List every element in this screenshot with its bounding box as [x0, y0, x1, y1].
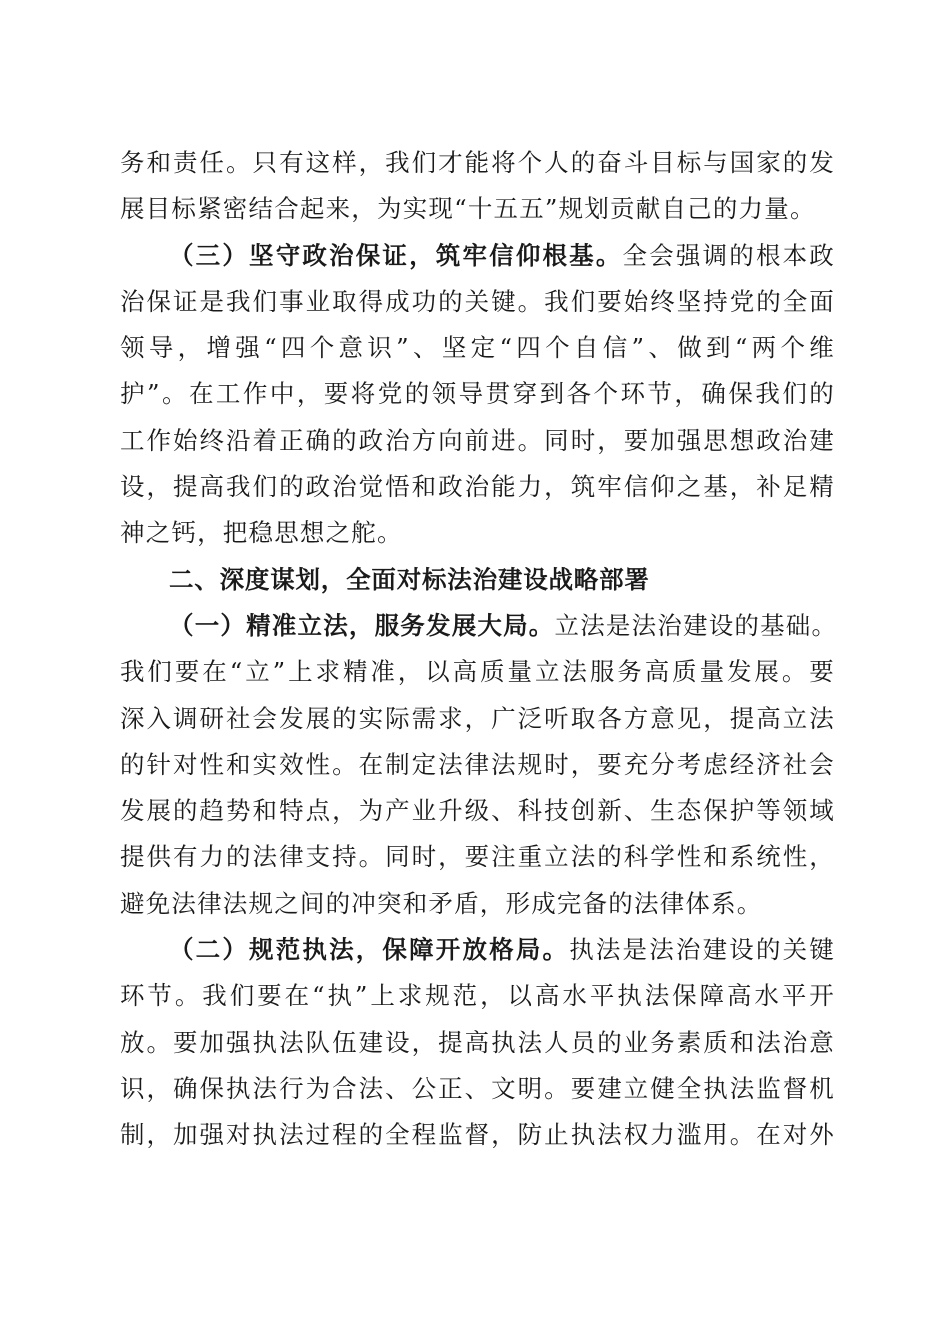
subheading-paragraph-line — [120, 603, 838, 649]
text-line: 领导，增强“四个意识”、坚定“四个自信”、做到“两个维 — [120, 333, 835, 363]
text-line: 环节。我们要在“执”上求规范，以高水平执法保障高水平开 — [120, 981, 835, 1011]
text-run: 全会强调的根本政 — [622, 240, 835, 270]
body-text — [120, 140, 838, 1159]
subheading-3: （三）坚守政治保证，筑牢信仰根基。 — [169, 240, 623, 270]
text-line: 放。要加强执法队伍建设，提高执法人员的业务素质和法治意 — [120, 1027, 835, 1057]
subheading-paragraph-line — [120, 233, 835, 279]
text-line: 工作始终沿着正确的政治方向前进。同时，要加强思想政治建 — [120, 425, 835, 455]
text-line: 识，确保执法行为合法、公正、文明。要建立健全执法监督机 — [120, 1073, 835, 1103]
subheading-2: （二）规范执法，保障开放格局。 — [169, 935, 570, 965]
text-line: 神之钙，把稳思想之舵。 — [120, 518, 403, 548]
subheading-paragraph-line — [120, 927, 835, 973]
text-line: 的针对性和实效性。在制定法律法规时，要充分考虑经济社会 — [120, 749, 835, 779]
text-line: 展目标紧密结合起来，为实现“十五五”规划贡献自己的力量。 — [120, 194, 816, 224]
text-line: 我们要在“立”上求精准，以高质量立法服务高质量发展。要 — [120, 657, 835, 687]
text-line: 提供有力的法律支持。同时，要注重立法的科学性和系统性， — [120, 842, 835, 872]
text-run: 执法是法治建设的关键 — [569, 935, 835, 965]
text-line: 制，加强对执法过程的全程监督，防止执法权力滥用。在对外 — [120, 1120, 835, 1150]
text-line: 设，提高我们的政治觉悟和政治能力，筑牢信仰之基，补足精 — [120, 472, 835, 502]
section-heading-2: 二、深度谋划，全面对标法治建设战略部署 — [169, 564, 650, 594]
subheading-1: （一）精准立法，服务发展大局。 — [169, 610, 555, 640]
text-run: 立法是法治建设的基础。 — [554, 610, 838, 640]
text-line: 务和责任。只有这样，我们才能将个人的奋斗目标与国家的发 — [120, 148, 835, 177]
text-line: 发展的趋势和特点，为产业升级、科技创新、生态保护等领域 — [120, 796, 835, 826]
text-line: 避免法律法规之间的冲突和矛盾，形成完备的法律体系。 — [120, 888, 763, 918]
text-line: 护”。在工作中，要将党的领导贯穿到各个环节，确保我们的 — [120, 379, 835, 409]
text-line: 深入调研社会发展的实际需求，广泛听取各方意见，提高立法 — [120, 703, 835, 733]
text-line: 治保证是我们事业取得成功的关键。我们要始终坚持党的全面 — [120, 286, 835, 316]
